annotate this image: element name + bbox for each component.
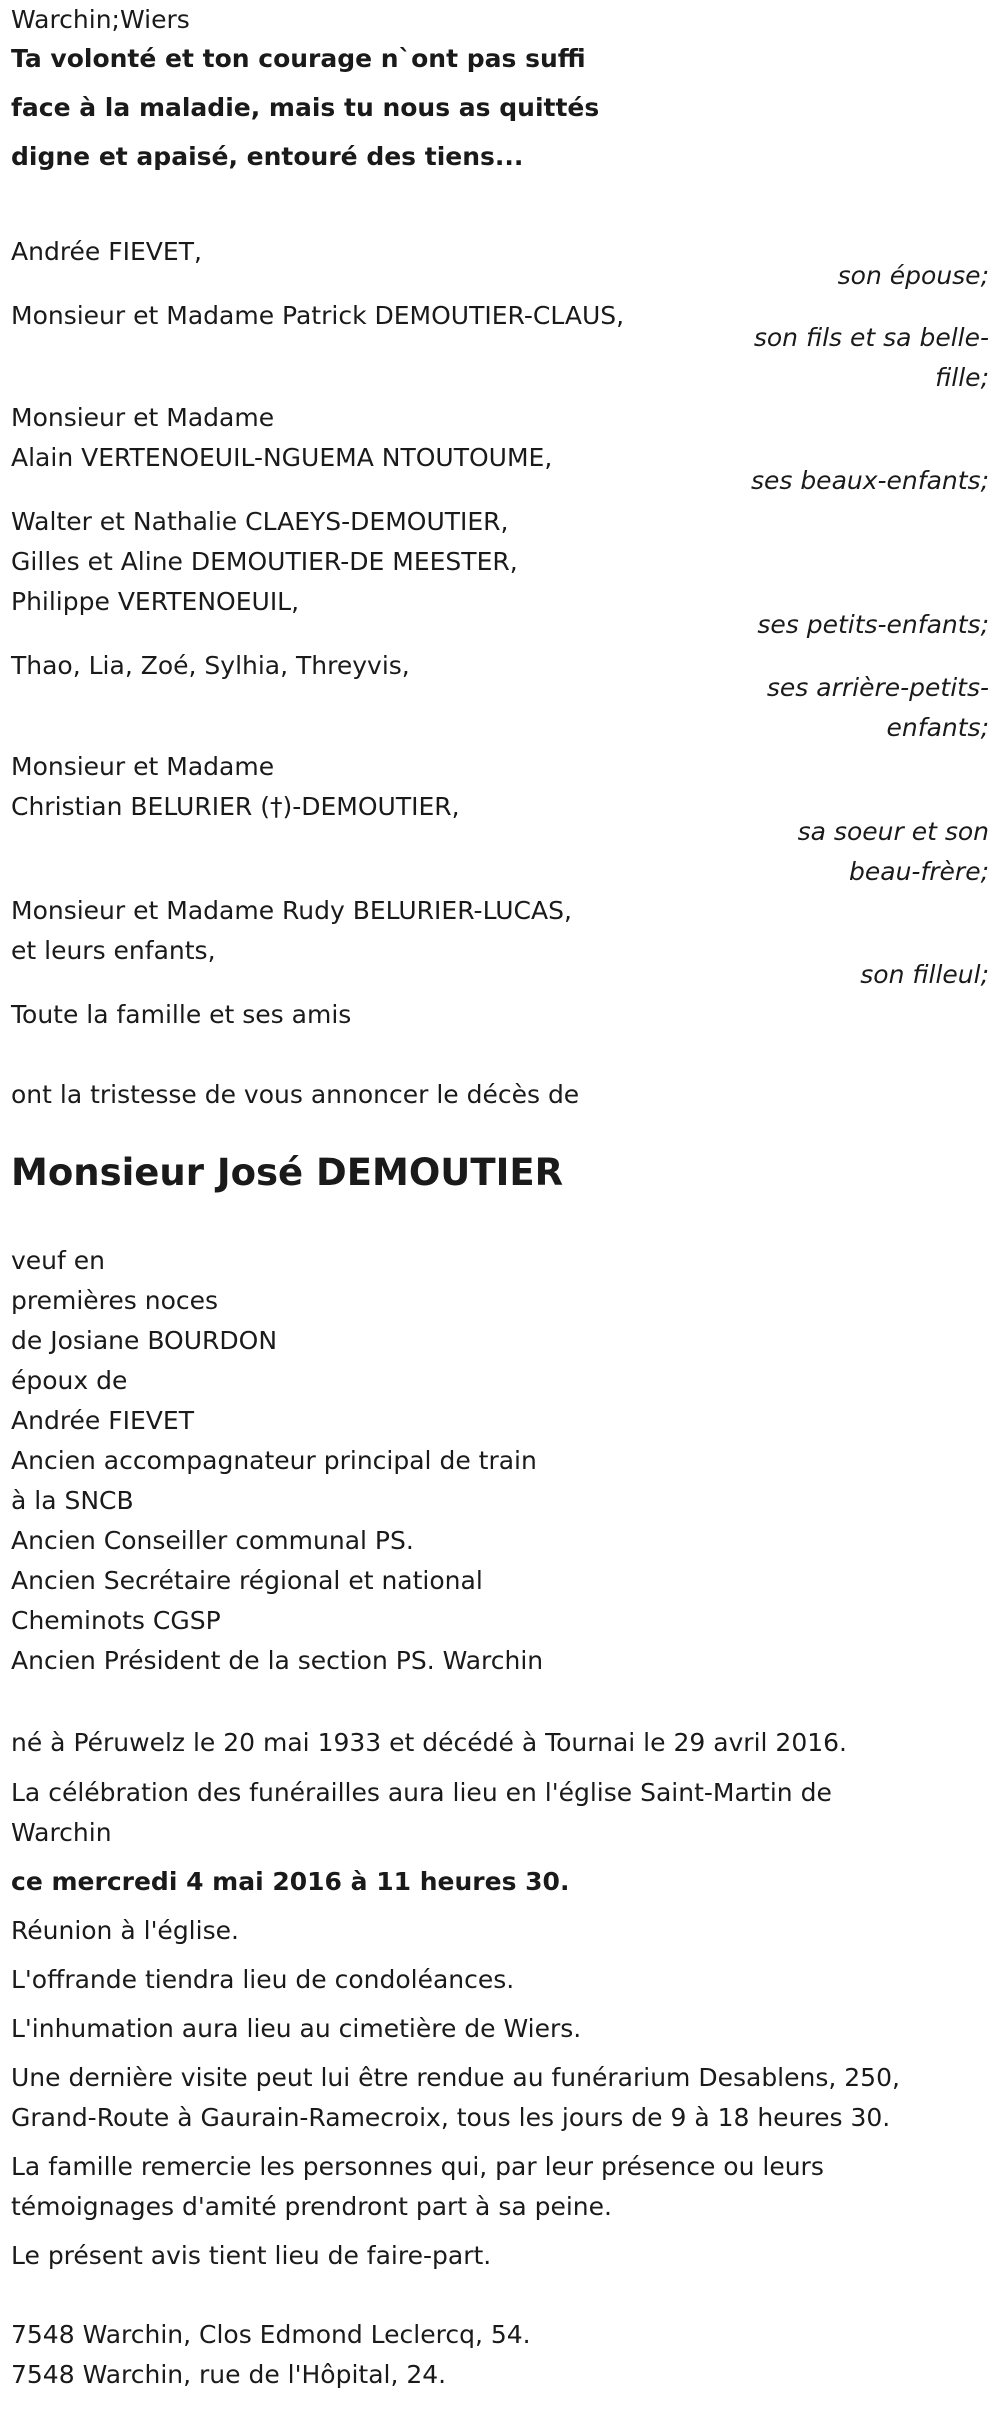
burial [11, 2009, 581, 2049]
thanks-line: témoignages d'amité prendront part à sa peine. [11, 2192, 612, 2221]
detail-line: Ancien Président de la section PS. Warchin [11, 1646, 544, 1675]
family-relation: sa soeur et son beau-frère; [797, 817, 989, 886]
family-name: Alain VERTENOEUIL-NGUEMA NTOUTOUME, [11, 443, 553, 472]
family-relation: son épouse; [837, 261, 989, 290]
detail-line: Andrée FIEVET [11, 1406, 194, 1435]
addresses [11, 2315, 531, 2395]
celebration [11, 1773, 832, 1853]
quote-line: Ta volonté et ton courage n`ont pas suffi [11, 44, 586, 73]
detail-line: veuf en [11, 1246, 105, 1275]
family-row [11, 646, 410, 686]
family-row [11, 747, 460, 827]
visit [11, 2058, 900, 2138]
family-row [11, 398, 552, 478]
family-relation: ses arrière-petits-enfants; [766, 673, 989, 742]
location-text: Warchin;Wiers [11, 5, 190, 34]
detail-line: premières noces [11, 1286, 219, 1315]
family-relation: son filleul; [860, 960, 989, 989]
family-name: Andrée FIEVET, [11, 237, 202, 266]
deceased-name-text: Monsieur José DEMOUTIER [11, 1151, 564, 1194]
family-name: Monsieur et Madame [11, 403, 275, 432]
offering-text: L'offrande tiendra lieu de condoléances. [11, 1965, 515, 1994]
family-name: Thao, Lia, Zoé, Sylhia, Threyvis, [11, 651, 410, 680]
thanks-line: La famille remercie les personnes qui, par leur présence ou leurs [11, 2152, 824, 2181]
visit-line: Grand-Route à Gaurain-Ramecroix, tous les jours de 9 à 18 heures 30. [11, 2103, 891, 2132]
quote-line: digne et apaisé, entouré des tiens... [11, 142, 524, 171]
family-name: Christian BELURIER (†)-DEMOUTIER, [11, 792, 460, 821]
born-died [11, 1723, 847, 1763]
detail-line: à la SNCB [11, 1486, 134, 1515]
family-row [11, 296, 624, 336]
family-relation: ses petits-enfants; [757, 610, 989, 639]
announcement-text: ont la tristesse de vous annoncer le décès de [11, 1080, 580, 1109]
family-row [11, 995, 351, 1035]
detail-line: Ancien Secrétaire régional et national [11, 1566, 483, 1595]
thanks [11, 2147, 824, 2227]
detail-line: de Josiane BOURDON [11, 1326, 278, 1355]
celebration-line: La célébration des funérailles aura lieu en l'église Saint-Martin de [11, 1778, 832, 1807]
family-relation: son fils et sa belle-fille; [753, 323, 989, 392]
reunion-text: Réunion à l'église. [11, 1916, 239, 1945]
deceased-details [11, 1241, 543, 1681]
family-row [11, 891, 572, 971]
address-line: 7548 Warchin, Clos Edmond Leclercq, 54. [11, 2320, 531, 2349]
burial-text: L'inhumation aura lieu au cimetière de Wiers. [11, 2014, 582, 2043]
detail-line: Ancien Conseiller communal PS. [11, 1526, 414, 1555]
visit-line: Une dernière visite peut lui être rendue au funérarium Desablens, 250, [11, 2063, 900, 2092]
born-died-text: né à Péruwelz le 20 mai 1933 et décédé à Tournai le 29 avril 2016. [11, 1728, 847, 1757]
notice-text: Le présent avis tient lieu de faire-part. [11, 2241, 492, 2270]
detail-line: Ancien accompagnateur principal de train [11, 1446, 537, 1475]
date-time [11, 1862, 569, 1902]
family-name: Toute la famille et ses amis [11, 1000, 352, 1029]
family-row [11, 502, 518, 622]
address-line: 7548 Warchin, rue de l'Hôpital, 24. [11, 2360, 447, 2389]
offering [11, 1960, 514, 2000]
family-name: Gilles et Aline DEMOUTIER-DE MEESTER, [11, 547, 518, 576]
family-name: Philippe VERTENOEUIL, [11, 587, 300, 616]
family-relation: ses beaux-enfants; [750, 466, 989, 495]
celebration-line: Warchin [11, 1818, 112, 1847]
family-name: Monsieur et Madame Patrick DEMOUTIER-CLAUS, [11, 301, 625, 330]
reunion [11, 1911, 239, 1951]
quote [11, 34, 599, 181]
date-time-text: ce mercredi 4 mai 2016 à 11 heures 30. [11, 1867, 570, 1896]
family-name: Walter et Nathalie CLAEYS-DEMOUTIER, [11, 507, 509, 536]
detail-line: Cheminots CGSP [11, 1606, 221, 1635]
deceased-name [11, 1148, 563, 1198]
quote-line: face à la maladie, mais tu nous as quittés [11, 93, 600, 122]
family-name: Monsieur et Madame [11, 752, 275, 781]
announcement [11, 1075, 579, 1115]
family-name: et leurs enfants, [11, 936, 216, 965]
detail-line: époux de [11, 1366, 128, 1395]
family-name: Monsieur et Madame Rudy BELURIER-LUCAS, [11, 896, 572, 925]
notice [11, 2236, 491, 2276]
